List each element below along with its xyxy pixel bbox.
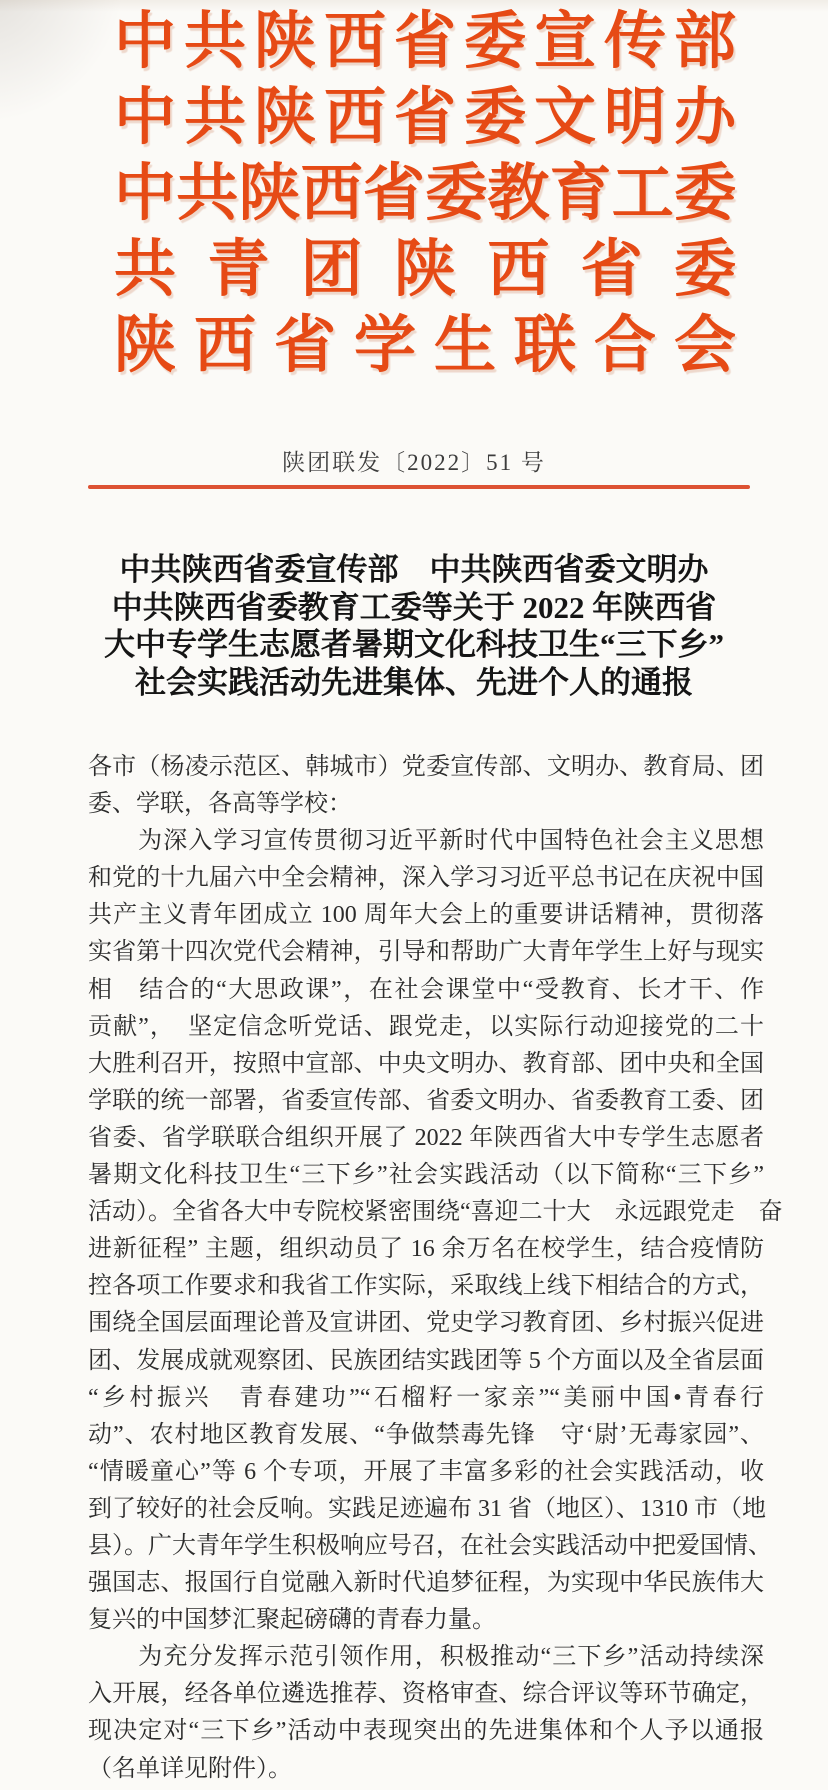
body-line: 围绕全国层面理论普及宣讲团、党史学习教育团、乡村振兴促进	[88, 1310, 764, 1337]
letterhead-org-line: 中共陕西省委宣传部	[114, 8, 736, 76]
body-line: 为充分发挥示范引领作用，积极推动“三下乡”活动持续深	[88, 1644, 764, 1671]
body-line: 学联的统一部署，省委宣传部、省委文明办、省委教育工委、团	[88, 1087, 764, 1114]
red-letterhead	[114, 4, 736, 384]
letterhead-org-line: 陕西省学生联合会	[114, 312, 736, 380]
title-line: 中共陕西省委教育工委等关于 2022 年陕西省	[111, 589, 717, 625]
body-line: 实省第十四次党代会精神，引导和帮助广大青年学生上好与现实	[88, 939, 764, 966]
body-line: 为深入学习宣传贯彻习近平新时代中国特色社会主义思想	[88, 828, 764, 855]
body-line: 省委、省学联联合组织开展了 2022 年陕西省大中专学生志愿者	[88, 1124, 764, 1151]
body-line: 和党的十九届六中全会精神，深入学习习近平总书记在庆祝中国	[88, 865, 764, 892]
body-line: 动”、农村地区教育发展、“争做禁毒先锋 守‘尉’无毒家园”、	[88, 1421, 764, 1448]
body-line: 县）。广大青年学生积极响应号召，在社会实践活动中把爱国情、	[88, 1532, 772, 1559]
body-line: 共产主义青年团成立 100 周年大会上的重要讲话精神，贯彻落	[88, 902, 764, 929]
body-line: 贡献”， 坚定信念听党话、跟党走，以实际行动迎接党的二十	[88, 1013, 764, 1040]
title-line: 中共陕西省委宣传部 中共陕西省委文明办	[119, 552, 709, 587]
letterhead-org-line: 中共陕西省委教育工委	[114, 160, 736, 228]
body-line: 团、发展成就观察团、民族团结实践团等 5 个方面以及全省层面	[88, 1347, 764, 1374]
body-line: 控各项工作要求和我省工作实际，采取线上线下相结合的方式，	[88, 1273, 764, 1300]
body-line: 相 结合的“大思政课”，在社会课堂中“受教育、长才干、作	[88, 976, 764, 1003]
red-divider-line	[88, 485, 750, 489]
title-line: 大中专学生志愿者暑期文化科技卫生“三下乡”	[104, 627, 724, 663]
letterhead-org-line: 中共陕西省委文明办	[114, 84, 736, 152]
body-line: “情暖童心”等 6 个专项，开展了丰富多彩的社会实践活动，收	[88, 1458, 764, 1485]
body-line: “乡村振兴 青春建功”“石榴籽一家亲”“美丽中国•青春行	[88, 1384, 764, 1411]
title-line: 社会实践活动先进集体、先进个人的通报	[135, 664, 693, 700]
document-number: 陕团联发〔2022〕51 号	[282, 450, 546, 475]
body-line: 复兴的中国梦汇聚起磅礴的青春力量。	[88, 1607, 496, 1634]
body-line: 入开展，经各单位遴选推荐、资格审查、综合评议等环节确定，	[88, 1681, 764, 1708]
document-title	[0, 551, 828, 701]
body-line: 进新征程” 主题，组织动员了 16 余万名在校学生，结合疫情防	[88, 1236, 764, 1263]
body-line: 强国志、报国行自觉融入新时代追梦征程，为实现中华民族伟大	[88, 1570, 764, 1597]
body-line: 大胜利召开，按照中宣部、中央文明办、教育部、团中央和全国	[88, 1050, 764, 1077]
body-line: 现决定对“三下乡”活动中表现突出的先进集体和个人予以通报	[88, 1718, 764, 1745]
body-line: 各市（杨凌示范区、韩城市）党委宣传部、文明办、教育局、团	[88, 754, 764, 780]
body-line: （名单详见附件）。	[88, 1755, 292, 1782]
document-body	[88, 749, 783, 1788]
letterhead-org-line: 共青团陕西省委	[114, 236, 736, 304]
body-line: 委、学联，各高等学校：	[88, 791, 352, 818]
body-line: 暑期文化科技卫生“三下乡”社会实践活动（以下简称“三下乡”	[88, 1162, 764, 1189]
body-line: 活动）。全省各大中专院校紧密围绕“喜迎二十大 永远跟党走 奋	[88, 1199, 783, 1226]
body-line: 到了较好的社会反响。实践足迹遍布 31 省（地区）、1310 市（地	[88, 1495, 766, 1522]
